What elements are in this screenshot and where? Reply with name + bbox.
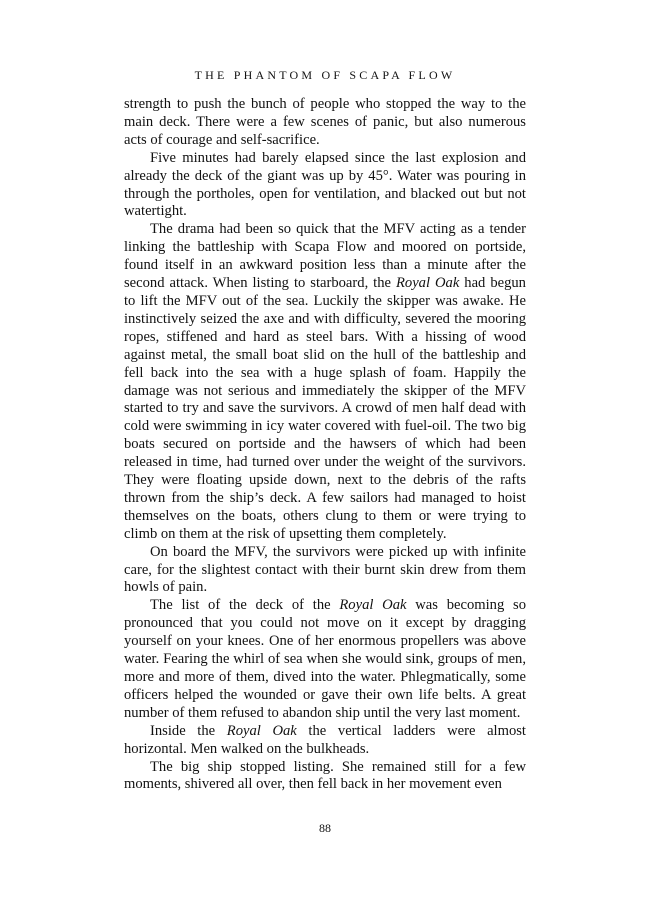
paragraph: Five minutes had barely elapsed since the last explosion and already the deck of the giant was up by 45°. Water was pouring in through the portholes, open for ventilation, and blacked out but not watertight.: [124, 149, 526, 220]
ship-name: Royal Oak: [339, 597, 407, 614]
paragraph: strength to push the bunch of people who stopped the way to the main deck. There were a few scenes of panic, but also numerous acts of courage and self-sacrifice.: [124, 96, 526, 148]
body-text: [124, 96, 526, 794]
paragraph: The list of the deck of the Royal Oak was becoming so pronounced that you could not move on it except by dragging yourself on your knees. One of her enormous propellers was above water. Fearing the whirl of sea when she would sink, groups of men, more and more of them, dived into the water. Phlegmatically, some officers helped the wounded or gave their own life belts. A great number of them refused to abandon ship until the very last moment.: [124, 597, 526, 721]
ship-name: Royal Oak: [395, 275, 460, 292]
running-head: THE PHANTOM OF SCAPA FLOW: [194, 68, 456, 82]
paragraph: The drama had been so quick that the MFV acting as a tender linking the battleship with Scapa Flow and moored on portside, found itself in an awkward position less than a minute after the second attack. When listing to starboard, the Royal Oak had begun to lift the MFV out of the sea. Luckily the skipper was awake. He instinctively seized the axe and with difficulty, severed the mooring ropes, stiffened and hard as steel bars. With a hissing of wood against metal, the small boat slid on the hull of the battleship and fell back into the sea with a huge splash of foam. Happily the damage was not serious and immediately the skipper of the MFV started to try and save the survivors. A crowd of men half dead with cold were swimming in icy water covered with fuel-oil. The two big boats secured on portside and the hawsers of which had been released in time, had turned over under the weight of the survivors. They were floating upside down, next to the debris of the rafts thrown from the ship’s deck. A few sailors had managed to hoist themselves on the boats, others clung to them or were trying to climb on them at the risk of upsetting them completely.: [124, 221, 526, 542]
ship-name: Royal Oak: [226, 722, 297, 739]
paragraph: The big ship stopped listing. She remained still for a few moments, shivered all over, then fell back in her movement even: [124, 758, 526, 793]
paragraph: Inside the Royal Oak the vertical ladders were almost horizontal. Men walked on the bulkheads.: [124, 722, 526, 757]
paragraph: On board the MFV, the survivors were picked up with infinite care, for the slightest contact with their burnt skin drew from them howls of pain.: [124, 543, 526, 596]
page-number: 88: [319, 821, 331, 835]
